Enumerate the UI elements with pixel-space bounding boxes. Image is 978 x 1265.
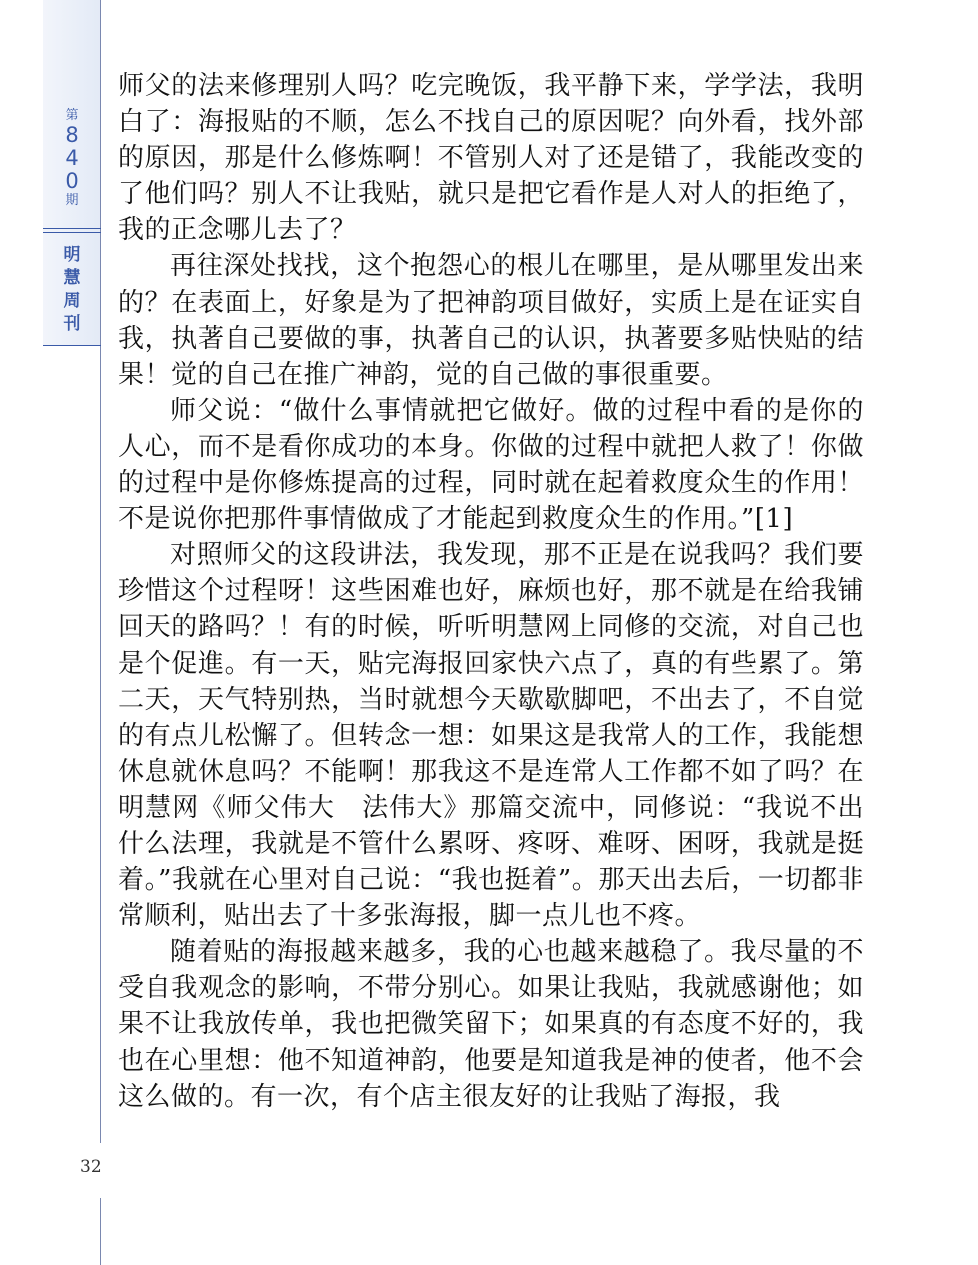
paragraph: 师父说：“做什么事情就把它做好。做的过程中看的是你的人心，而不是看你成功的本身。你做的过程中就把人救了！你做的过程中是你修炼提高的过程，同时就在起着救度众生的作用！不是说你把那件事情做成了才能起到救度众生的作用。”[1] bbox=[118, 395, 864, 535]
paragraph: 再往深处找找，这个抱怨心的根儿在哪里，是从哪里发出来的？在表面上，好象是为了把神韵项目做好，实质上是在证实自我，执著自己要做的事，执著自己的认识，执著要多贴快贴的结果！觉的自己在推广神韵，觉的自己做的事很重要。 bbox=[118, 251, 864, 390]
article-body bbox=[118, 68, 864, 1115]
magazine-title-char: 刊 bbox=[63, 314, 81, 334]
issue-digit: 8 bbox=[65, 123, 79, 147]
sidebar-bottom-rule bbox=[43, 345, 101, 346]
issue-digit: 0 bbox=[65, 169, 79, 193]
magazine-title-char: 慧 bbox=[63, 268, 81, 288]
issue-number bbox=[43, 108, 101, 209]
paragraph: 师父的法来修理别人吗？吃完晚饭，我平静下来，学学法，我明白了：海报贴的不顺，怎么不找自己的原因呢？向外看，找外部的原因，那是什么修炼啊！不管别人对了还是错了，我能改变的了他们吗？别人不让我贴，就只是把它看作是人对人的拒绝了，我的正念哪儿去了？ bbox=[118, 71, 864, 246]
paragraph: 对照师父的这段讲法，我发现，那不正是在说我吗？我们要珍惜这个过程呀！这些困难也好，麻烦也好，那不就是在给我铺回天的路吗？！有的时候，听听明慧网上同修的交流，对自己也是个促進。有一天，贴完海报回家快六点了，真的有些累了。第二天，天气特别热，当时就想今天歇歇脚吧，不出去了，不自觉的有点儿松懈了。但转念一想：如果这是我常人的工作，我能想休息就休息吗？不能啊！那我这不是连常人工作都不如了吗？在明慧网《师父伟大 法伟大》那篇交流中，同修说：“我说不出什么法理，我就是不管什么累呀、疼呀、难呀、困呀，我就是挺着。”我就在心里对自己说：“我也挺着”。那天出去后，一切都非常顺利，贴出去了十多张海报，脚一点儿也不疼。 bbox=[118, 540, 864, 932]
magazine-title-char: 明 bbox=[63, 245, 81, 265]
magazine-title-char: 周 bbox=[63, 291, 81, 311]
issue-digit: 4 bbox=[65, 146, 79, 170]
paragraph: 随着贴的海报越来越多，我的心也越来越稳了。我尽量的不受自我观念的影响，不带分别心。如果让我贴，我就感谢他；如果不让我放传单，我也把微笑留下；如果真的有态度不好的，我也在心里想：他不知道神韵，他要是知道我是神的使者，他不会这么做的。有一次，有个店主很友好的让我贴了海报，我 bbox=[118, 937, 864, 1112]
sidebar-divider bbox=[43, 232, 101, 233]
page-number: 32 bbox=[80, 1157, 102, 1177]
issue-suffix: 期 bbox=[65, 193, 79, 208]
sidebar-divider bbox=[43, 228, 101, 229]
issue-prefix: 第 bbox=[65, 108, 79, 123]
magazine-title bbox=[43, 244, 101, 336]
page-margin-rule-lower bbox=[100, 1198, 101, 1265]
